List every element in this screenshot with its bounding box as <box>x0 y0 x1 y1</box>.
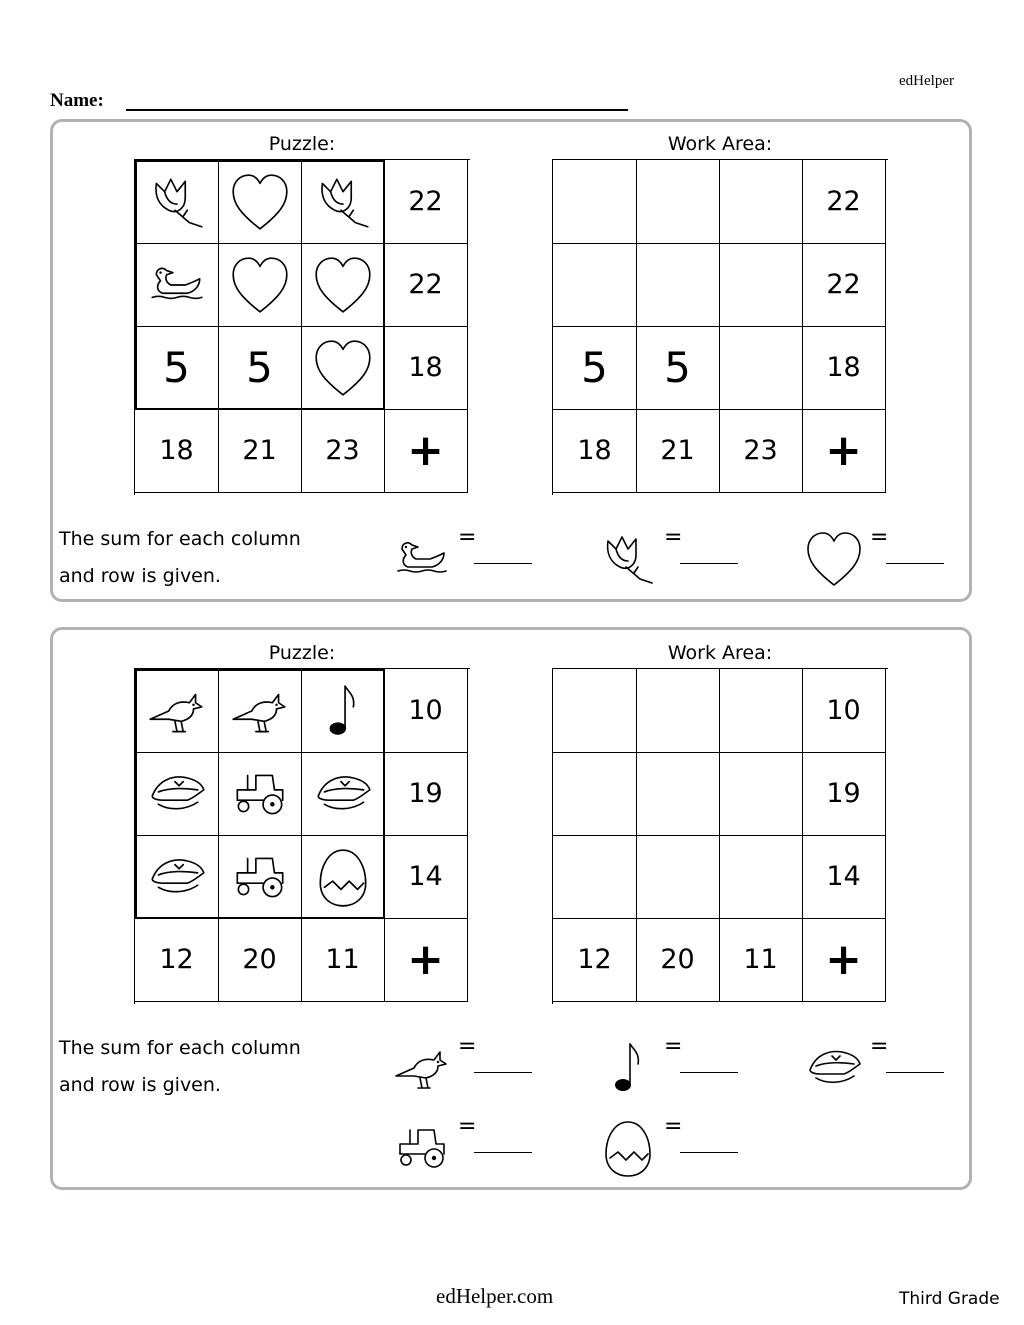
equals-sign: = <box>664 1114 683 1139</box>
work-cell[interactable] <box>553 243 637 327</box>
column-sum: 18 <box>553 409 637 493</box>
work-cell[interactable] <box>719 835 803 919</box>
row-sum: 19 <box>384 752 468 836</box>
row-sum: 10 <box>384 669 468 753</box>
equals-sign: = <box>458 1034 477 1059</box>
tractor-icon <box>227 761 293 827</box>
heart-icon <box>227 169 293 235</box>
heart-icon <box>227 252 293 318</box>
tractor-icon <box>227 844 293 910</box>
puzzle-cell <box>301 243 385 327</box>
row-sum: 18 <box>802 326 886 410</box>
footer-site: edHelper.com <box>436 1284 554 1308</box>
column-sum: 12 <box>553 918 637 1002</box>
puzzle-cell: 5 <box>218 326 302 410</box>
plus-sign: + <box>384 409 468 493</box>
puzzle-cell <box>135 752 219 836</box>
instructions <box>59 1030 301 1104</box>
answer-blank[interactable] <box>474 1152 532 1153</box>
work-cell[interactable] <box>553 752 637 836</box>
puzzle-cell <box>218 752 302 836</box>
instruction-line: The sum for each column <box>59 1037 301 1059</box>
instruction-line: The sum for each column <box>59 528 301 550</box>
name-label: Name: <box>50 90 104 111</box>
puzzle-cell <box>135 835 219 919</box>
work-cell[interactable]: 5 <box>636 326 720 410</box>
equals-sign: = <box>458 525 477 550</box>
work-cell[interactable] <box>553 160 637 244</box>
work-cell[interactable] <box>636 752 720 836</box>
column-sum: 20 <box>636 918 720 1002</box>
column-sum: 11 <box>301 918 385 1002</box>
work-cell[interactable] <box>553 669 637 753</box>
puzzle-cell <box>301 326 385 410</box>
column-sum: 23 <box>301 409 385 493</box>
puzzle-cell <box>218 835 302 919</box>
duck-icon <box>144 252 210 318</box>
work-area-grid <box>552 668 888 1004</box>
column-sum: 21 <box>218 409 302 493</box>
column-sum: 12 <box>135 918 219 1002</box>
row-sum: 22 <box>802 243 886 327</box>
plus-sign: + <box>802 918 886 1002</box>
puzzle-grid <box>134 159 470 495</box>
heart-icon <box>310 335 376 401</box>
cardinal-icon <box>144 678 210 744</box>
puzzle-cell <box>135 243 219 327</box>
row-sum: 14 <box>384 835 468 919</box>
work-cell[interactable] <box>636 835 720 919</box>
answer-blank[interactable] <box>886 1072 944 1073</box>
equals-sign: = <box>458 1114 477 1139</box>
answer-blank[interactable] <box>680 563 738 564</box>
row-sum: 14 <box>802 835 886 919</box>
row-sum: 22 <box>802 160 886 244</box>
puzzle-title: Puzzle: <box>268 642 336 664</box>
work-cell[interactable] <box>719 243 803 327</box>
puzzle-cell <box>218 243 302 327</box>
puzzle-grid <box>134 668 470 1004</box>
work-cell[interactable] <box>719 752 803 836</box>
equals-sign: = <box>664 525 683 550</box>
row-sum: 10 <box>802 669 886 753</box>
row-sum: 22 <box>384 160 468 244</box>
answer-blank[interactable] <box>474 1072 532 1073</box>
plus-sign: + <box>802 409 886 493</box>
work-cell[interactable] <box>636 243 720 327</box>
plus-sign: + <box>384 918 468 1002</box>
puzzle-cell <box>301 669 385 753</box>
column-sum: 11 <box>719 918 803 1002</box>
music-note-icon <box>310 678 376 744</box>
hat-icon <box>144 761 210 827</box>
footer-grade: Third Grade <box>899 1289 1000 1309</box>
instructions <box>59 521 301 595</box>
puzzle-cell <box>218 160 302 244</box>
work-area-grid <box>552 159 888 495</box>
name-input-line[interactable] <box>126 109 628 111</box>
puzzle-title: Puzzle: <box>268 133 336 155</box>
instruction-line: and row is given. <box>59 1074 221 1096</box>
equals-sign: = <box>870 1034 889 1059</box>
answer-blank[interactable] <box>680 1072 738 1073</box>
row-sum: 19 <box>802 752 886 836</box>
brand-label: edHelper <box>899 73 954 89</box>
hat-icon <box>310 761 376 827</box>
heart-icon <box>310 252 376 318</box>
puzzle-cell <box>135 160 219 244</box>
work-area-title: Work Area: <box>667 133 773 155</box>
work-area-title: Work Area: <box>667 642 773 664</box>
column-sum: 18 <box>135 409 219 493</box>
puzzle-cell <box>218 669 302 753</box>
work-cell[interactable] <box>553 835 637 919</box>
column-sum: 23 <box>719 409 803 493</box>
column-sum: 21 <box>636 409 720 493</box>
puzzle-cell <box>301 835 385 919</box>
equals-sign: = <box>870 525 889 550</box>
tulip-icon <box>144 169 210 235</box>
answer-blank[interactable] <box>886 563 944 564</box>
cardinal-icon <box>227 678 293 744</box>
column-sum: 20 <box>218 918 302 1002</box>
egg-icon <box>310 844 376 910</box>
answer-blank[interactable] <box>680 1152 738 1153</box>
work-cell[interactable] <box>719 669 803 753</box>
work-cell[interactable] <box>719 326 803 410</box>
equals-sign: = <box>664 1034 683 1059</box>
puzzle-cell <box>301 160 385 244</box>
answer-blank[interactable] <box>474 563 532 564</box>
tulip-icon <box>310 169 376 235</box>
row-sum: 22 <box>384 243 468 327</box>
puzzle-cell <box>135 669 219 753</box>
work-cell[interactable] <box>719 160 803 244</box>
row-sum: 18 <box>384 326 468 410</box>
work-cell[interactable]: 5 <box>553 326 637 410</box>
work-cell[interactable] <box>636 160 720 244</box>
puzzle-cell <box>301 752 385 836</box>
puzzle-cell: 5 <box>135 326 219 410</box>
work-cell[interactable] <box>636 669 720 753</box>
hat-icon <box>144 844 210 910</box>
instruction-line: and row is given. <box>59 565 221 587</box>
